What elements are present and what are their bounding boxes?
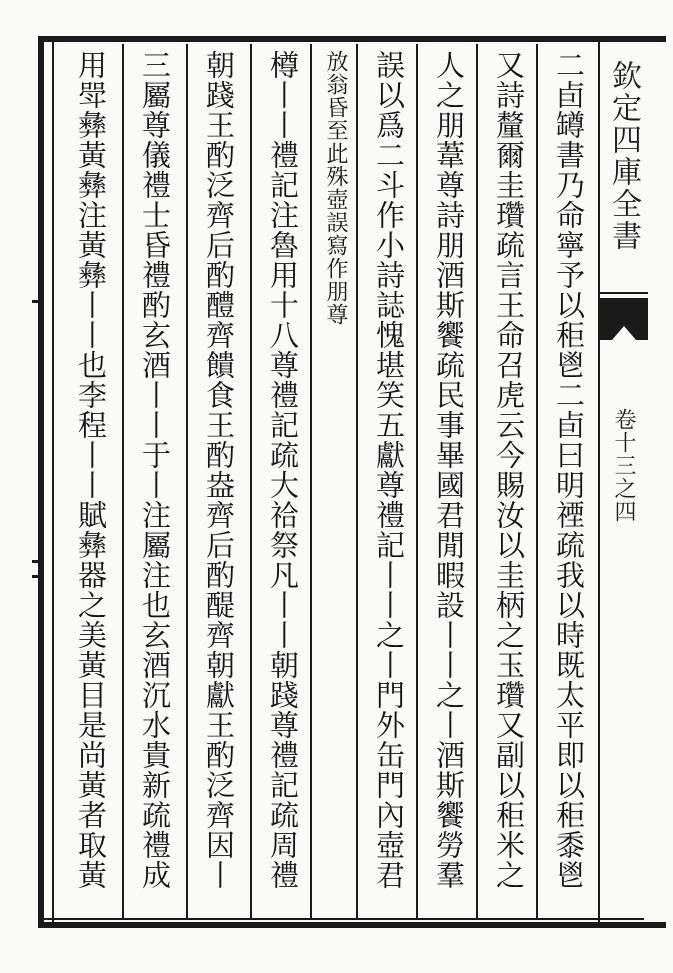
- edge-mark: [32, 575, 40, 578]
- column-rule: [356, 44, 358, 920]
- margin-book-title: 欽定四庫全書: [606, 60, 641, 252]
- inner-bottom-rule: [44, 918, 644, 920]
- text-column-9: 用斝彝黃彝注黃彝丨丨也李程丨丨賦彝器之美黃目是尚黃者取黃: [74, 50, 108, 890]
- fishtail-notch: [612, 326, 636, 340]
- inner-left-rule: [52, 42, 54, 922]
- margin-juan-number: 卷十三之四: [611, 408, 636, 523]
- column-rule: [186, 44, 188, 920]
- text-column-7: 朝踐王酌泛齊后酌醴齊饋食王酌盎齊后酌醍齊朝獻王酌泛齊因丨: [202, 50, 236, 890]
- text-column-1: 二卣罇書乃命寧予以秬鬯二卣曰明禋疏我以時既太平即以秬黍鬯: [552, 50, 586, 890]
- edge-mark: [32, 300, 40, 303]
- text-column-3: 人之朋葦尊詩朋酒斯饗疏民事畢國君閒暇設丨丨之丨酒斯饗勞羣: [432, 50, 466, 890]
- margin-upper-rule: [600, 292, 648, 294]
- text-column-8: 三屬尊儀禮士昏禮酌玄酒丨丨于丨注屬注也玄酒沉水貴新疏禮成: [138, 50, 172, 890]
- text-column-4: 誤以爲二斗作小詩誌愧堪笑五獻尊禮記丨丨之丨門外缶門內壺君: [372, 50, 406, 890]
- column-rule: [122, 44, 124, 920]
- edge-mark: [32, 560, 40, 563]
- column-rule: [250, 44, 252, 920]
- text-column-5: 放翁昏至此殊壺誤寫作朋尊: [323, 50, 348, 326]
- text-column-2: 又詩釐爾圭瓚疏言王命召虎云今賜汝以圭柄之玉瓚又副以秬米之: [492, 50, 526, 890]
- text-column-6: 樽丨丨禮記注魯用十八尊禮記疏大祫祭凡丨丨朝踐尊禮記疏周禮: [266, 50, 300, 890]
